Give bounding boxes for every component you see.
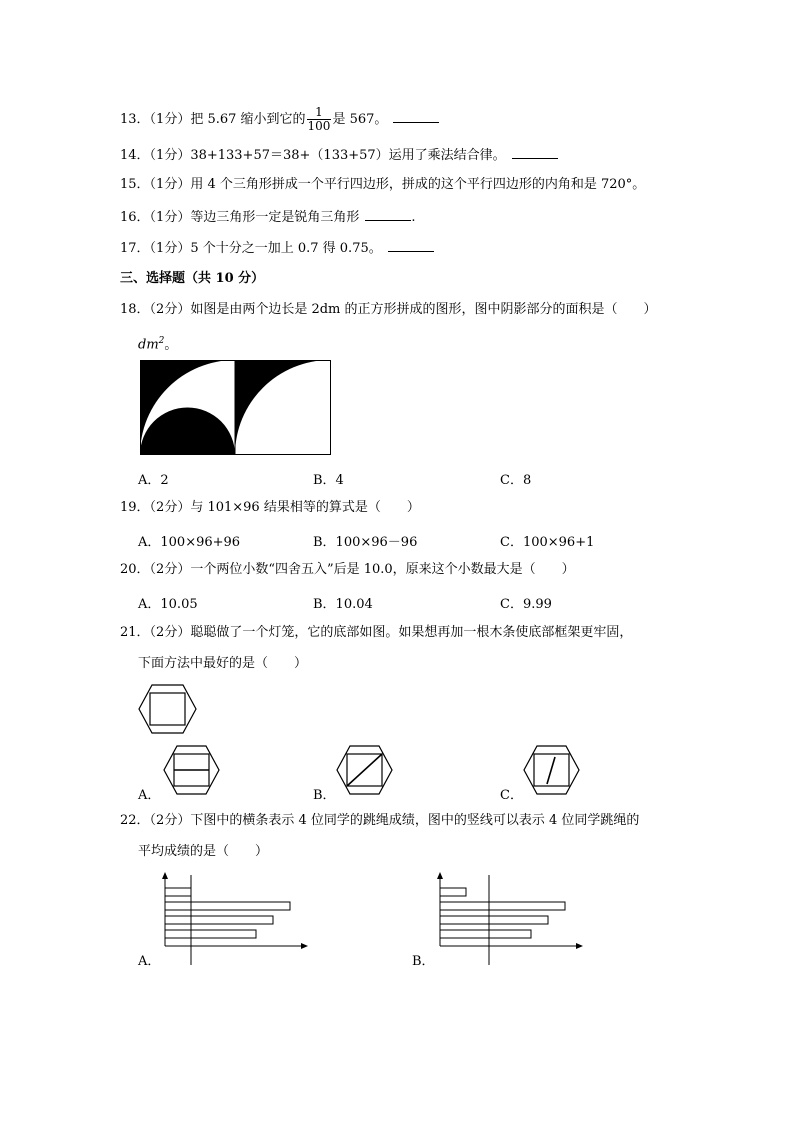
q21-option-a[interactable]: A． [138, 788, 161, 803]
q18-option-a[interactable]: A．2 [138, 473, 169, 488]
q18-option-c[interactable]: C．8 [500, 473, 532, 488]
q21-option-c[interactable]: C． [500, 788, 523, 803]
q13-suffix: 是 567。 [332, 112, 388, 127]
two-squares-shaded-figure [140, 360, 331, 455]
unit-superscript: 2 [158, 336, 165, 346]
q19-option-c[interactable]: C．100×96+1 [500, 535, 595, 550]
unit-text: dm [138, 337, 159, 353]
q16-text: 16．（1分）等边三角形一定是锐角三角形 [120, 210, 360, 225]
q22-option-b[interactable]: B． [412, 954, 435, 969]
q20-option-a[interactable]: A．10.05 [138, 597, 198, 612]
question-13 [120, 106, 439, 133]
question-22: 22．（2分）下图中的横条表示 4 位同学的跳绳成绩，图中的竖线可以表示 4 位同学跳绳的 [120, 813, 640, 828]
q15-text: 15．（1分）用 4 个三角形拼成一个平行四边形，拼成的这个平行四边形的内角和是 720°。 [120, 177, 646, 192]
answer-blank[interactable] [388, 239, 434, 252]
question-19: 19．（2分）与 101×96 结果相等的算式是（ ） [120, 500, 420, 515]
question-17 [120, 239, 434, 257]
bar-figure-b [430, 872, 585, 967]
question-20: 20．（2分）一个两位小数“四舍五入”后是 10.0，原来这个小数最大是（ ） [120, 562, 575, 577]
option-b-hexagon-figure [336, 745, 393, 795]
lantern-base-hexagon-figure [138, 684, 197, 734]
unit-suffix: 。 [164, 337, 178, 353]
fraction-denominator: 100 [307, 119, 331, 133]
fraction [307, 106, 332, 133]
q19-option-b[interactable]: B．100×96－96 [313, 535, 418, 550]
bar-figure-a [155, 872, 310, 967]
question-18: 18．（2分）如图是由两个边长是 2dm 的正方形拼成的图形，图中阴影部分的面积是（ ） [120, 302, 657, 317]
answer-blank[interactable] [512, 146, 558, 159]
q20-option-c[interactable]: C．9.99 [500, 597, 552, 612]
section-title: 三、选择题（共 10 分） [120, 271, 265, 286]
option-c-hexagon-figure [523, 745, 580, 795]
question-14 [120, 146, 558, 164]
q13-prefix: 13．（1分）把 5.67 缩小到它的 [120, 112, 306, 127]
question-16 [120, 208, 415, 226]
q20-option-b[interactable]: B．10.04 [313, 597, 373, 612]
q17-text: 17．（1分）5 个十分之一加上 0.7 得 0.75。 [120, 241, 382, 256]
question-15 [120, 177, 645, 193]
q21-option-b[interactable]: B． [313, 788, 336, 803]
answer-blank[interactable] [365, 208, 411, 221]
fraction-numerator: 1 [307, 106, 332, 120]
question-22-line2: 平均成绩的是（ ） [138, 844, 269, 859]
answer-blank[interactable] [393, 110, 439, 123]
question-21: 21．（2分）聪聪做了一个灯笼，它的底部如图。如果想再加一根木条使底部框架更牢固， [120, 625, 633, 640]
q16-suffix: . [411, 210, 416, 225]
question-21-line2: 下面方法中最好的是（ ） [138, 656, 308, 671]
q18-unit [138, 333, 177, 353]
option-a-hexagon-figure [163, 745, 220, 795]
q14-text: 14．（1分）38+133+57＝38+（133+57）运用了乘法结合律。 [120, 148, 506, 163]
q19-option-a[interactable]: A．100×96+96 [138, 535, 241, 550]
q22-option-a[interactable]: A． [138, 954, 161, 969]
q18-option-b[interactable]: B．4 [313, 473, 344, 488]
